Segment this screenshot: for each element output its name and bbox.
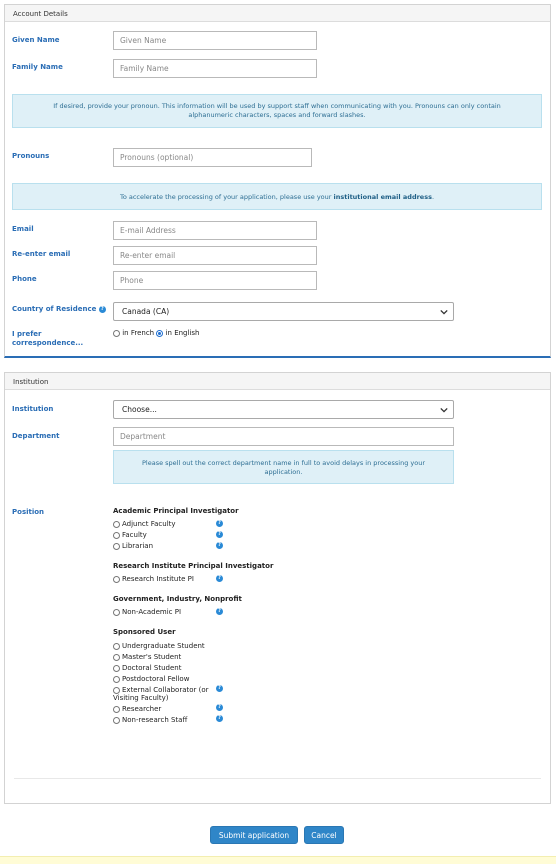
institution-header: Institution: [5, 373, 550, 390]
option-researcher[interactable]: [113, 705, 161, 713]
email-info-suffix: .: [431, 193, 435, 201]
researcher-radio[interactable]: [113, 706, 120, 713]
pronouns-label: Pronouns: [12, 152, 50, 160]
option-label: Undergraduate Student: [122, 642, 205, 650]
research-institute-pi-radio[interactable]: [113, 576, 120, 583]
email-info-bold: institutional email address: [333, 193, 432, 201]
english-radio[interactable]: [156, 330, 163, 337]
position-label: Position: [12, 508, 45, 516]
family-name-input[interactable]: Family Name: [113, 59, 317, 78]
option-faculty[interactable]: [113, 531, 147, 539]
option-label: Research Institute PI: [122, 575, 194, 583]
department-info-text: Please spell out the correct department name in full to avoid delays in processing your application.: [141, 459, 426, 476]
non-academic-pi-help-icon[interactable]: ?: [216, 608, 223, 615]
chevron-down-icon: [440, 308, 448, 316]
option-label: Researcher: [122, 705, 162, 713]
country-label: [12, 305, 106, 314]
institution-label: Institution: [12, 405, 54, 413]
phone-label: Phone: [12, 275, 37, 283]
pronouns-input[interactable]: Pronouns (optional): [113, 148, 312, 167]
pronoun-info-text: If desired, provide your pronoun. This information will be used by support staff when communicating with you. Pronouns can only contain alphanumeric characters, spaces and forward slashes.: [53, 102, 501, 119]
option-label: Librarian: [122, 542, 154, 550]
non-research-staff-help-icon[interactable]: ?: [216, 715, 223, 722]
correspondence-label: [12, 330, 83, 348]
option-masters-student[interactable]: [113, 653, 181, 661]
postdoctoral-fellow-radio[interactable]: [113, 676, 120, 683]
email-input[interactable]: E-mail Address: [113, 221, 317, 240]
country-label-text: Country of Residence: [12, 305, 97, 313]
research-institute-pi-help-icon[interactable]: ?: [216, 575, 223, 582]
faculty-radio[interactable]: [113, 532, 120, 539]
submit-application-button[interactable]: Submit application: [210, 826, 298, 844]
option-adjunct-faculty[interactable]: [113, 520, 176, 528]
researcher-help-icon[interactable]: ?: [216, 704, 223, 711]
non-research-staff-radio[interactable]: [113, 717, 120, 724]
correspondence-options: [113, 329, 199, 337]
adjunct-faculty-help-icon[interactable]: ?: [216, 520, 223, 527]
group-title-government: Government, Industry, Nonprofit: [113, 595, 242, 603]
email-info-prefix: To accelerate the processing of your application, please use your: [119, 193, 334, 201]
account-details-header: Account Details: [5, 5, 550, 22]
reenter-email-label: Re-enter email: [12, 250, 71, 258]
faculty-help-icon[interactable]: ?: [216, 531, 223, 538]
option-label: Non-research Staff: [122, 716, 188, 724]
option-label: Adjunct Faculty: [122, 520, 176, 528]
institution-select-value: Choose...: [122, 405, 157, 414]
chevron-down-icon: [440, 406, 448, 414]
email-label: Email: [12, 225, 34, 233]
correspondence-label-line2: correspondence...: [12, 339, 84, 347]
institution-select[interactable]: [113, 400, 454, 419]
option-label: Postdoctoral Fellow: [122, 675, 190, 683]
option-label: Doctoral Student: [122, 664, 182, 672]
french-radio[interactable]: [113, 330, 120, 337]
option-label: Faculty: [122, 531, 147, 539]
group-title-academic-pi: Academic Principal Investigator: [113, 507, 239, 515]
department-info-box: [113, 450, 454, 484]
option-undergraduate-student[interactable]: [113, 642, 205, 650]
cancel-button[interactable]: Cancel: [304, 826, 344, 844]
footer-notice-strip: [0, 856, 556, 864]
email-info-box: [12, 183, 542, 210]
correspondence-label-line1: I prefer: [12, 330, 42, 338]
reenter-email-input[interactable]: Re-enter email: [113, 246, 317, 265]
family-name-label: Family Name: [12, 63, 63, 71]
french-radio-label: in French: [122, 329, 155, 337]
country-select-value: Canada (CA): [122, 307, 170, 316]
given-name-input[interactable]: Given Name: [113, 31, 317, 50]
section-divider: [14, 778, 541, 779]
option-doctoral-student[interactable]: [113, 664, 181, 672]
option-non-academic-pi[interactable]: [113, 608, 181, 616]
phone-input[interactable]: Phone: [113, 271, 317, 290]
option-non-research-staff[interactable]: [113, 716, 187, 724]
pronoun-info-box: [12, 94, 542, 128]
country-select[interactable]: [113, 302, 454, 321]
doctoral-student-radio[interactable]: [113, 665, 120, 672]
option-research-institute-pi[interactable]: [113, 575, 194, 583]
option-label: Non-Academic PI: [122, 608, 182, 616]
option-label-continued: Visiting Faculty): [113, 694, 169, 702]
given-name-label: Given Name: [12, 36, 60, 44]
adjunct-faculty-radio[interactable]: [113, 521, 120, 528]
group-title-sponsored-user: Sponsored User: [113, 628, 176, 636]
group-title-research-institute-pi: Research Institute Principal Investigator: [113, 562, 274, 570]
option-postdoctoral-fellow[interactable]: [113, 675, 189, 683]
department-input[interactable]: Department: [113, 427, 454, 446]
librarian-radio[interactable]: [113, 543, 120, 550]
option-label: External Collaborator (or: [122, 686, 209, 694]
undergraduate-student-radio[interactable]: [113, 643, 120, 650]
department-label: Department: [12, 432, 60, 440]
non-academic-pi-radio[interactable]: [113, 609, 120, 616]
external-collaborator-radio[interactable]: [113, 687, 120, 694]
english-radio-label: in English: [165, 329, 200, 337]
external-collaborator-help-icon[interactable]: ?: [216, 685, 223, 692]
country-help-icon[interactable]: ?: [99, 306, 106, 313]
librarian-help-icon[interactable]: ?: [216, 542, 223, 549]
option-external-collaborator[interactable]: [113, 686, 209, 702]
option-label: Master's Student: [122, 653, 182, 661]
masters-student-radio[interactable]: [113, 654, 120, 661]
option-librarian[interactable]: [113, 542, 153, 550]
